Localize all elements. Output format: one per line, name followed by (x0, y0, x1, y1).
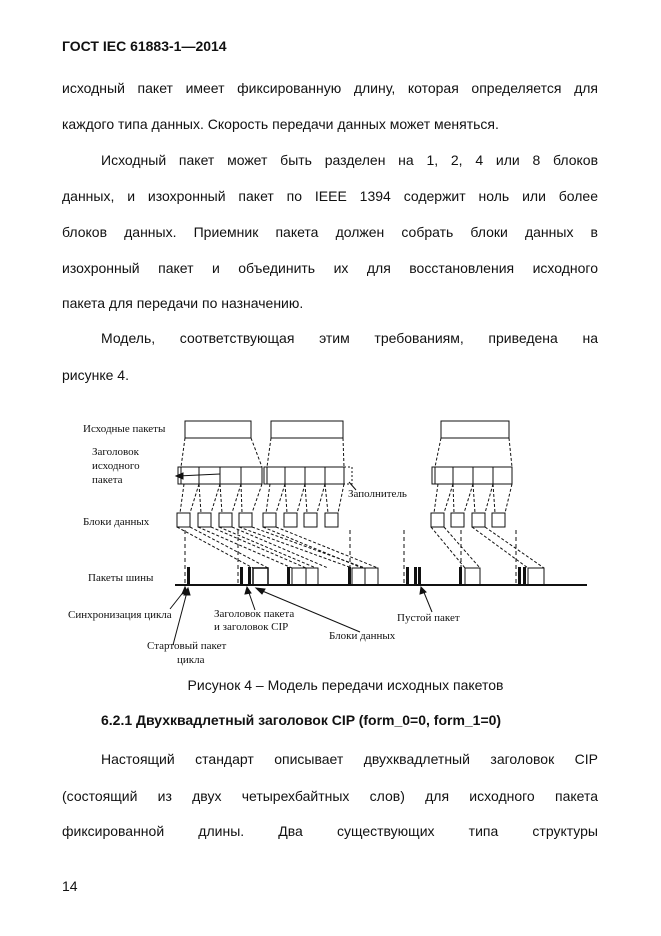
label-bus-packets: Пакеты шины (88, 572, 154, 584)
source-packet-box (185, 421, 251, 438)
data-block (239, 513, 252, 527)
data-block (284, 513, 297, 527)
label-source-header-line2: исходного (92, 460, 140, 472)
bus-packet-block (352, 568, 365, 585)
label-source-packets: Исходные пакеты (83, 423, 166, 435)
text-line: пакета для передачи по назначению. (62, 295, 304, 311)
data-block (198, 513, 211, 527)
bus-packet-block (306, 568, 318, 585)
label-source-header-line1: Заголовок (92, 446, 139, 458)
text-line: Модель, соответствующая этим требованиям, приведена на (101, 330, 598, 346)
text-line: блоков данных. Приемник пакета должен собрать блоки данных в (62, 224, 598, 240)
text-line: Настоящий стандарт описывает двухквадлетный заголовок CIP (101, 751, 598, 767)
split-packet (432, 467, 512, 484)
label-packet-header-line2: и заголовок CIP (214, 621, 289, 633)
data-block (451, 513, 464, 527)
text-line: исходный пакет имеет фиксированную длину, которая определяется для (62, 80, 598, 96)
bus-packet-block (528, 568, 544, 585)
text-line: фиксированной длины. Два существующих типа структуры (62, 823, 598, 839)
document-header: ГОСТ IEC 61883-1—2014 (62, 38, 227, 54)
source-packet-box (441, 421, 509, 438)
label-filler: Заполнитель (348, 488, 407, 500)
text-line: (состоящий из двух четырехбайтных слов) для исходного пакета (62, 788, 598, 804)
label-source-header-line3: пакета (92, 474, 123, 486)
label-data-blocks-bottom: Блоки данных (329, 630, 396, 642)
figure-caption: Рисунок 4 – Модель передачи исходных пакетов (187, 677, 504, 693)
figure-source-packet-model (60, 410, 600, 672)
bus-packet-block (365, 568, 378, 585)
filler-box (344, 467, 352, 484)
bus-packet-block (253, 568, 268, 585)
label-cycle-start-line2: цикла (177, 654, 205, 666)
text-line: каждого типа данных. Скорость передачи данных может меняться. (62, 116, 499, 132)
data-block (431, 513, 444, 527)
label-data-blocks: Блоки данных (83, 516, 150, 528)
label-empty-packet: Пустой пакет (397, 612, 460, 624)
bus-packet-block (292, 568, 306, 585)
source-packet-box (271, 421, 343, 438)
data-block (219, 513, 232, 527)
data-block (492, 513, 505, 527)
text-line: Исходный пакет может быть разделен на 1, 2, 4 или 8 блоков (101, 152, 598, 168)
data-block (177, 513, 190, 527)
connector-lines (177, 438, 544, 568)
data-block (472, 513, 485, 527)
data-block (263, 513, 276, 527)
label-packet-header-line1: Заголовок пакета (214, 608, 295, 620)
page-number: 14 (62, 878, 78, 894)
split-packet (264, 467, 344, 484)
text-line: изохронный пакет и объединить их для восстановления исходного (62, 260, 598, 276)
label-cycle-sync: Синхронизация цикла (68, 609, 172, 621)
data-block (304, 513, 317, 527)
section-heading: 6.2.1 Двухквадлетный заголовок CIP (form_0=0, form_1=0) (101, 712, 502, 728)
text-line: данных, и изохронный пакет по IEEE 1394 содержит ноль или более (62, 188, 598, 204)
data-block (325, 513, 338, 527)
text-line: рисунке 4. (62, 367, 129, 383)
label-cycle-start-line1: Стартовый пакет (147, 640, 227, 652)
bus-packet-block (465, 568, 480, 585)
